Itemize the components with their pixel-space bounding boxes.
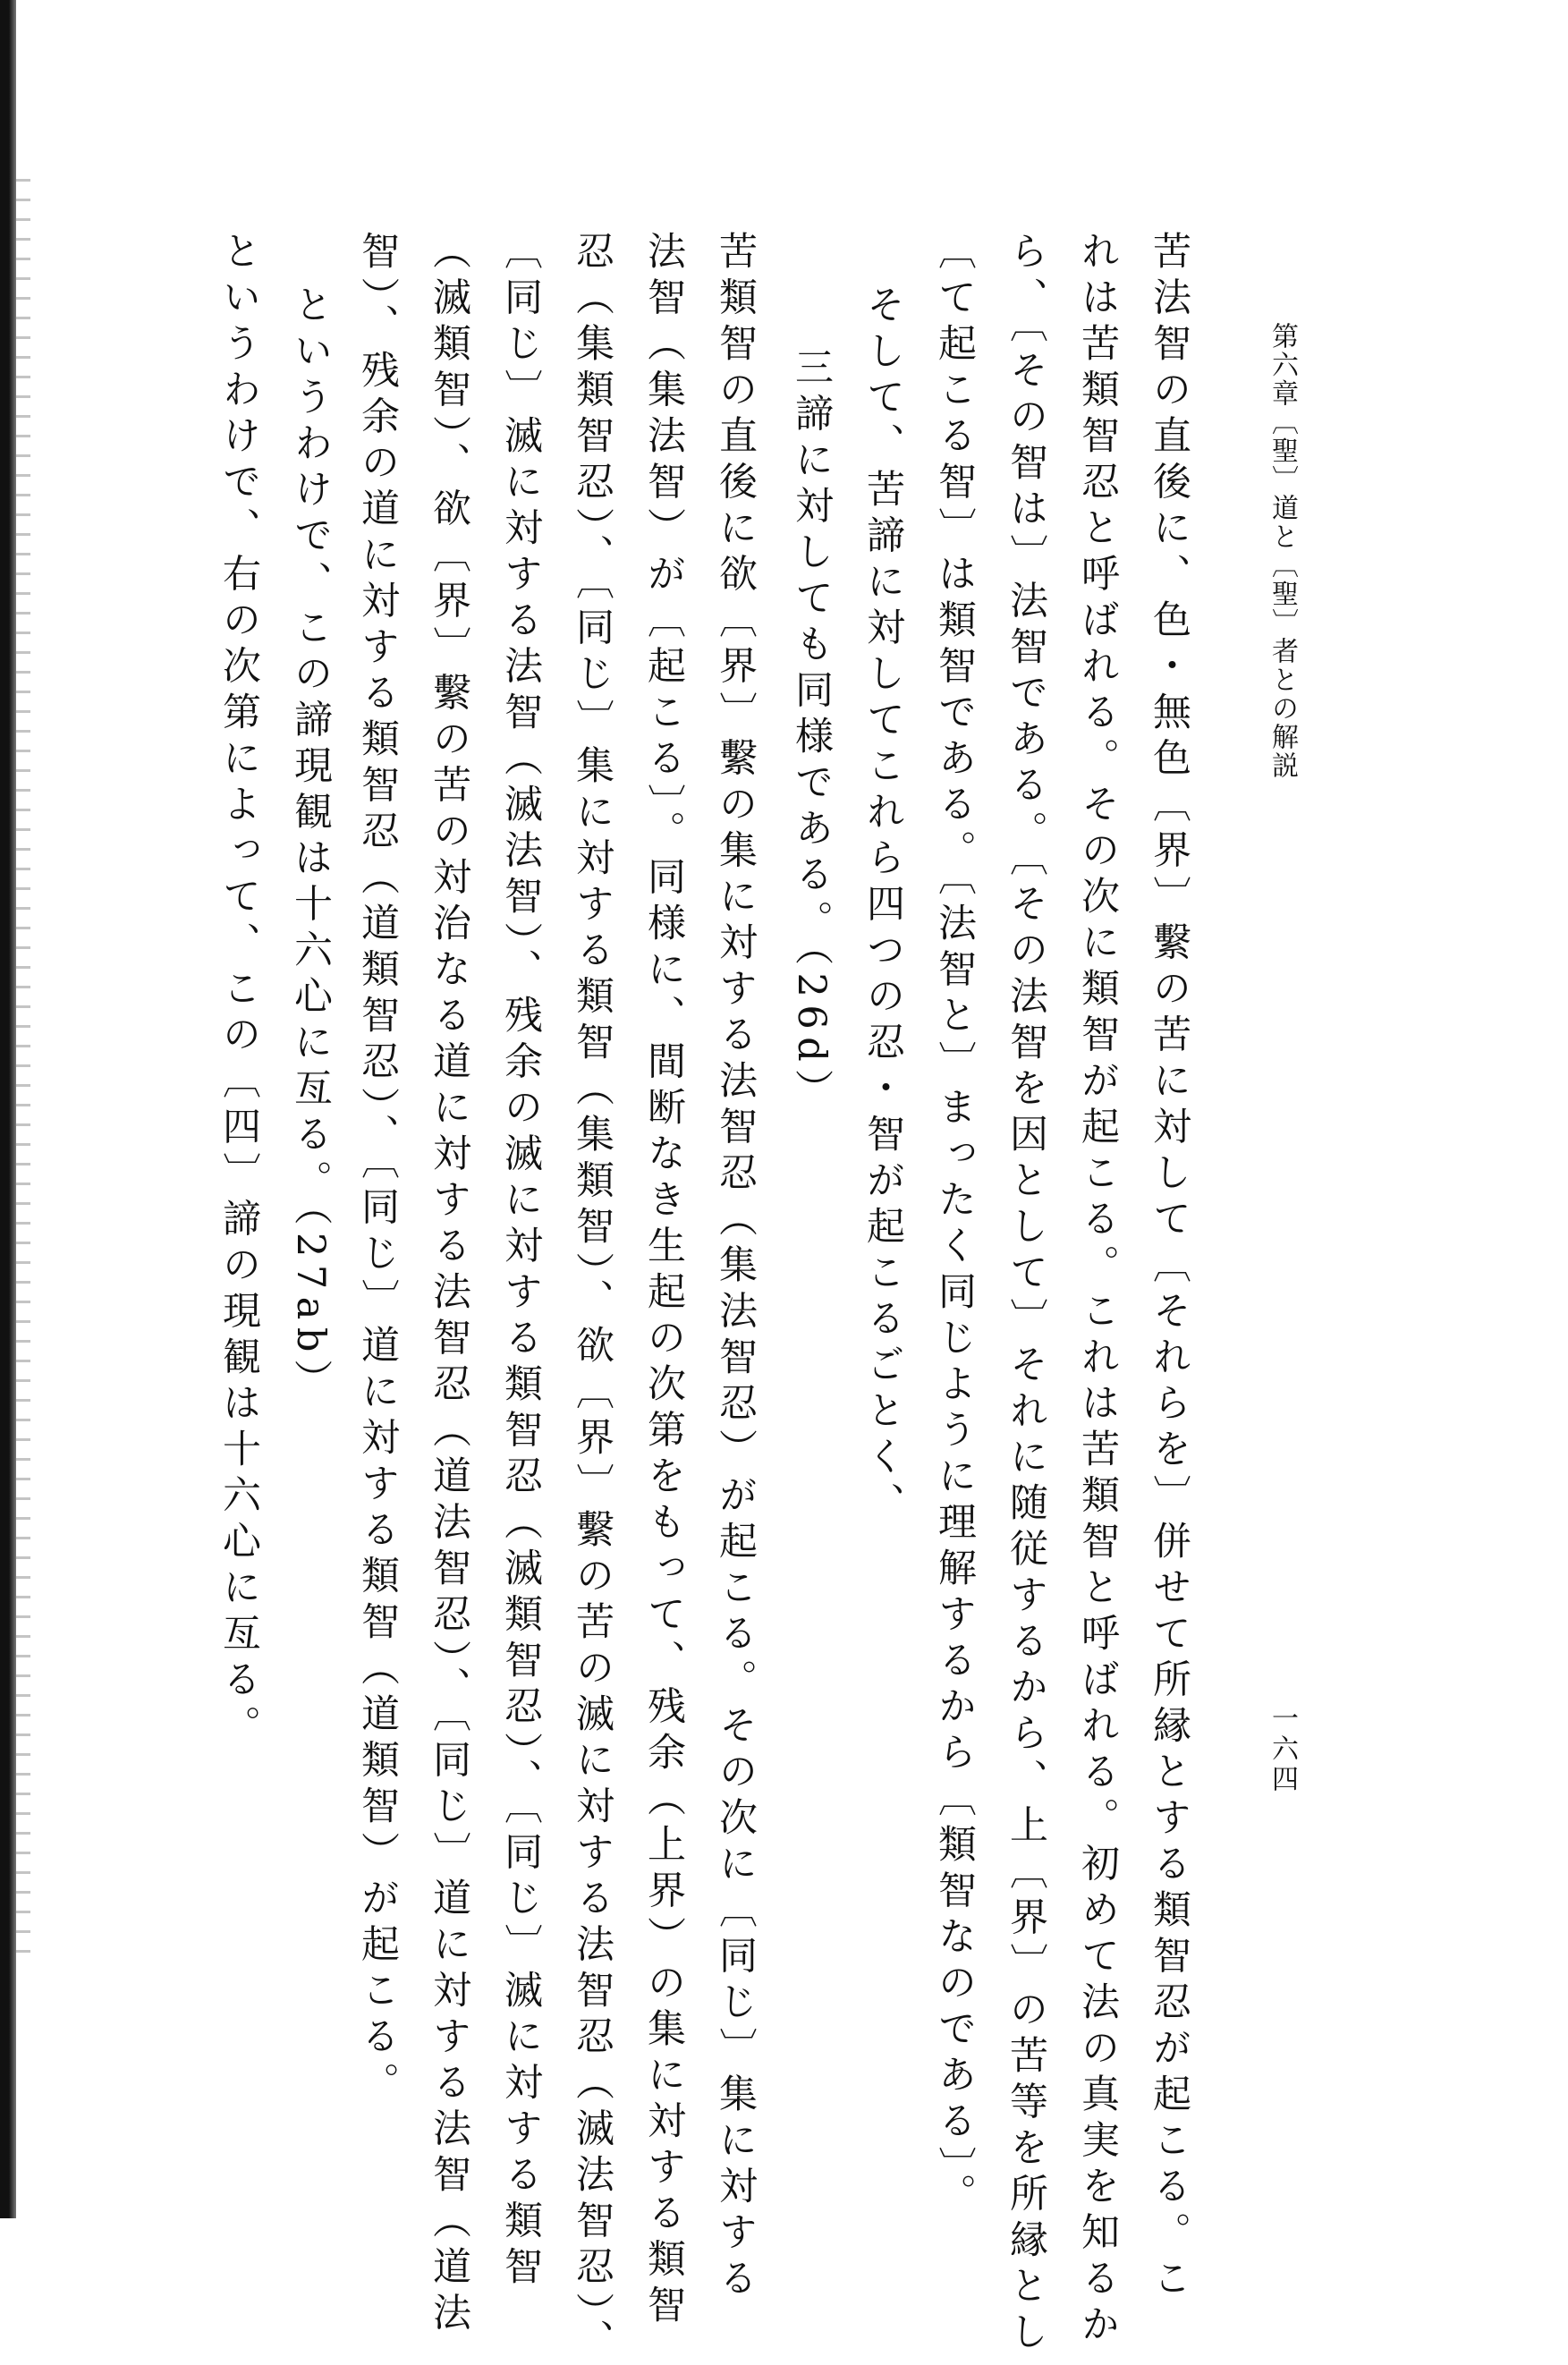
text-line-9: 忍（集類智忍）、〔同じ〕集に対する類智（集類智）、欲〔界〕繫の苦の滅に対する法智忍（滅法智忍）、 — [570, 231, 614, 2365]
text-line-8: 法智（集法智）が〔起こる〕。同様に、間断なき生起の次第をもって、残余（上界）の集に対する類智 — [641, 231, 686, 2331]
text-line-3: ら、〔その智は〕法智である。〔その法智を因として〕それに随従するから、上〔界〕の苦等を所縁とし — [1004, 231, 1048, 2358]
text-line-7: 苦類智の直後に欲〔界〕繫の集に対する法智忍（集法智忍）が起こる。その次に〔同じ〕集に対する — [713, 231, 758, 2304]
text-line-10: 〔同じ〕滅に対する法智（滅法智）、残余の滅に対する類智忍（滅類智忍）、〔同じ〕滅に対する類智 — [498, 231, 543, 2293]
vertical-body-text — [216, 231, 1239, 2365]
running-header-chapter-title: 第六章〔聖〕道と〔聖〕者との解説 — [1267, 322, 1298, 780]
binding-scan-marks — [16, 179, 30, 1968]
text-line-4: 〔て起こる智〕は類智である。〔法智と〕まったく同じように理解するから〔類智なのである〕。 — [932, 231, 977, 2219]
verse-line-27ab: というわけで、この諦現観は十六心に亙る。（27ab） — [288, 284, 333, 1406]
text-line-5: そして、苦諦に対してこれら四つの忍・智が起こるごとく、 — [860, 284, 905, 1529]
text-line-11: （滅類智）、欲〔界〕繫の苦の対治なる道に対する法智忍（道法智忍）、〔同じ〕道に対する法智（道法 — [427, 231, 471, 2338]
text-line-14: というわけで、右の次第によって、この〔四〕諦の現観は十六心に亙る。 — [216, 231, 261, 1751]
text-line-2: れは苦類智忍と呼ばれる。その次に類智が起こる。これは苦類智と呼ばれる。初めて法の真実を知るか — [1075, 231, 1120, 2350]
verse-line-26d: 三諦に対しても同様である。（26d） — [789, 347, 834, 1115]
text-line-12: 智）、残余の道に対する類智忍（道類智忍）、〔同じ〕道に対する類智（道類智）が起こる。 — [355, 231, 400, 2108]
binding-shadow — [0, 0, 16, 2218]
text-line-1: 苦法智の直後に、色・無色〔界〕繫の苦に対して〔それらを〕併せて所縁とする類智忍が起こる。こ — [1147, 231, 1191, 2304]
page-number: 一六四 — [1267, 1704, 1298, 1795]
